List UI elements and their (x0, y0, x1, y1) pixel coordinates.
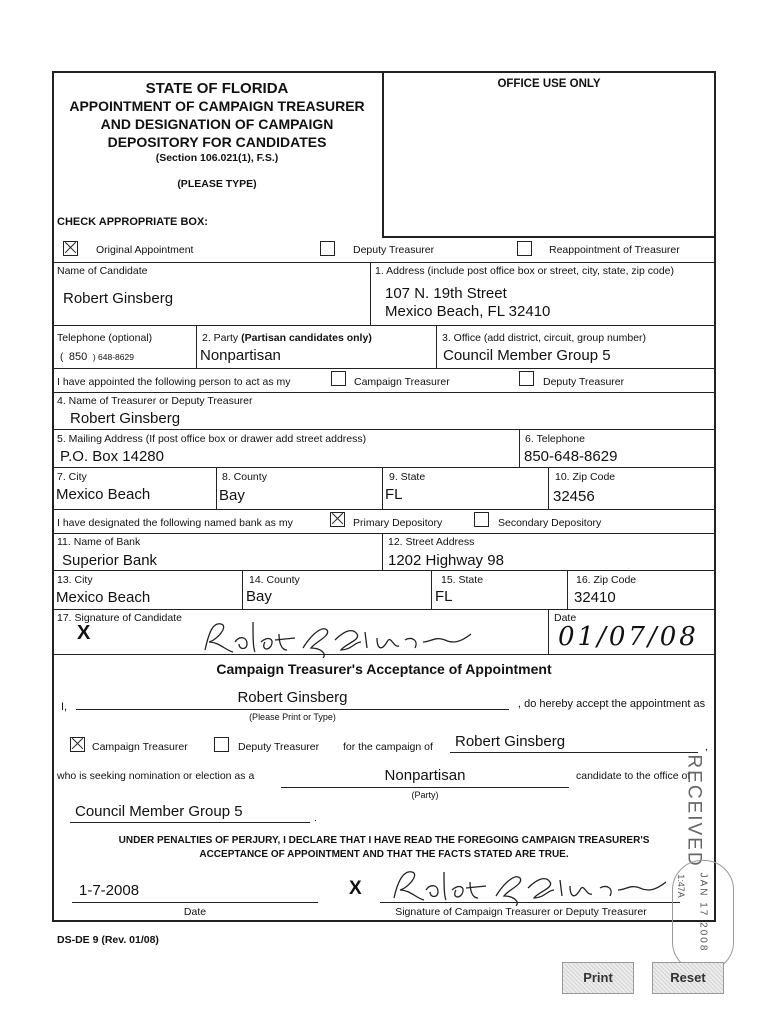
treasurer-city-label: 7. City (57, 471, 87, 483)
divider (53, 368, 715, 369)
secondary-depository-checkbox[interactable] (474, 512, 489, 527)
bank-county-label: 14. County (249, 574, 300, 586)
treasurer-city[interactable]: Mexico Beach (56, 486, 151, 503)
candidate-signature-label: 17. Signature of Candidate (57, 612, 182, 624)
acceptance-name-line (76, 709, 509, 710)
treasurer-zip[interactable]: 32456 (553, 488, 595, 505)
deputy-treasurer-checkbox[interactable] (320, 241, 335, 256)
treasurer-signature-label: Signature of Campaign Treasurer or Deputy Treasurer (395, 906, 647, 918)
party-label-text: 2. Party (202, 332, 242, 344)
statute-reference: (Section 106.021(1), F.S.) (155, 152, 279, 164)
treasurer-campaign-label: Campaign Treasurer (354, 376, 450, 388)
campaign-of-line (450, 752, 698, 753)
acceptance-x-mark: X (349, 878, 362, 899)
treasurer-signature-line (380, 902, 680, 903)
form-title-line2: AND DESIGNATION OF CAMPAIGN (100, 116, 334, 132)
form-title-line3: DEPOSITORY FOR CANDIDATES (107, 134, 327, 150)
bank-street-label: 12. Street Address (388, 536, 475, 548)
bank-name-label: 11. Name of Bank (57, 536, 141, 548)
stamp-date-text: JAN 17 2008 (697, 872, 709, 953)
treasurer-county[interactable]: Bay (219, 487, 245, 504)
deputy-treasurer-label: Deputy Treasurer (353, 244, 435, 256)
reappointment-checkbox[interactable] (517, 241, 532, 256)
original-appointment-checkbox[interactable] (63, 241, 78, 256)
treasurer-name-label: 4. Name of Treasurer or Deputy Treasurer (57, 395, 253, 407)
bank-state-label: 15. State (441, 574, 484, 586)
divider (242, 570, 243, 609)
phone-number: ) 648-8629 (92, 352, 134, 362)
bank-city-label: 13. City (57, 574, 93, 586)
designated-text: I have designated the following named bank as my (57, 517, 293, 529)
treasurer-name[interactable]: Robert Ginsberg (70, 410, 181, 427)
candidate-name-label: Name of Candidate (57, 265, 148, 277)
bank-zip[interactable]: 32410 (574, 589, 616, 606)
candidate-office[interactable]: Council Member Group 5 (443, 347, 611, 364)
acceptance-deputy-checkbox[interactable] (214, 737, 229, 752)
party-hint: (Party) (411, 790, 439, 800)
office-line (70, 822, 310, 823)
acceptance-accept-text: , do hereby accept the appointment as (518, 698, 706, 710)
divider (370, 262, 371, 325)
divider (53, 509, 715, 510)
divider (382, 533, 383, 570)
acceptance-print-hint: (Please Print or Type) (249, 712, 336, 722)
acceptance-deputy-label: Deputy Treasurer (238, 741, 320, 753)
signature-x-mark: X (77, 622, 91, 644)
office-use-label: OFFICE USE ONLY (497, 78, 601, 90)
divider (382, 467, 383, 509)
divider (431, 570, 432, 609)
check-box-heading: CHECK APPROPRIATE BOX: (57, 216, 208, 228)
treasurer-signature (378, 864, 678, 906)
stamp-time-text: 1:47A (676, 874, 686, 898)
candidate-party-label (202, 332, 372, 344)
divider (548, 609, 549, 654)
reappointment-label: Reappointment of Treasurer (549, 244, 680, 256)
campaign-of-comma: , (705, 741, 708, 753)
acceptance-i-label: I, (61, 701, 68, 713)
treasurer-zip-label: 10. Zip Code (555, 471, 616, 483)
divider (53, 429, 715, 430)
divider (548, 467, 549, 509)
bank-street[interactable]: 1202 Highway 98 (388, 552, 504, 569)
form-title-line1: APPOINTMENT OF CAMPAIGN TREASURER (69, 98, 365, 114)
party-line (281, 787, 569, 788)
secondary-depository-label: Secondary Depository (498, 517, 602, 529)
divider (53, 654, 715, 655)
original-appointment-label: Original Appointment (96, 244, 194, 256)
bank-name[interactable]: Superior Bank (62, 552, 158, 569)
office-period: . (314, 812, 317, 824)
candidate-name[interactable]: Robert Ginsberg (63, 290, 174, 307)
mailing-address-label: 5. Mailing Address (If post office box or drawer add street address) (57, 433, 367, 445)
treasurer-state-label: 9. State (389, 471, 426, 483)
candidate-party[interactable]: Nonpartisan (200, 347, 281, 364)
divider (567, 570, 568, 609)
seeking-text: who is seeking nomination or election as a (57, 770, 255, 782)
divider (53, 570, 715, 571)
bank-zip-label: 16. Zip Code (576, 574, 637, 586)
treasurer-deputy-checkbox[interactable] (519, 371, 534, 386)
form-id: DS-DE 9 (Rev. 01/08) (57, 934, 159, 946)
divider (436, 325, 437, 368)
campaign-of-name[interactable]: Robert Ginsberg (455, 733, 566, 750)
candidate-address-label: 1. Address (include post office box or street, city, state, zip code) (375, 265, 675, 277)
bank-state[interactable]: FL (435, 588, 453, 605)
treasurer-phone[interactable]: 850-648-8629 (524, 448, 618, 465)
party-label-bold: (Partisan candidates only) (241, 332, 372, 344)
primary-depository-checkbox[interactable] (330, 512, 345, 527)
divider (53, 533, 715, 534)
treasurer-state[interactable]: FL (385, 486, 403, 503)
phone-area-code: 850 (68, 351, 88, 363)
please-type-note: (PLEASE TYPE) (177, 178, 257, 190)
treasurer-county-label: 8. County (222, 471, 267, 483)
print-button[interactable]: Print (562, 962, 634, 994)
for-campaign-label: for the campaign of (343, 741, 433, 753)
acceptance-campaign-label: Campaign Treasurer (92, 741, 188, 753)
appointed-text: I have appointed the following person to act as my (57, 376, 291, 388)
treasurer-phone-label: 6. Telephone (525, 433, 585, 445)
divider (216, 467, 217, 509)
candidate-office-label: 3. Office (add district, circuit, group number) (442, 332, 647, 344)
candidate-phone-label: Telephone (optional) (57, 332, 153, 344)
divider (53, 262, 715, 263)
treasurer-deputy-label: Deputy Treasurer (543, 376, 625, 388)
candidate-address-line2[interactable]: Mexico Beach, FL 32410 (385, 303, 551, 320)
acceptance-office[interactable]: Council Member Group 5 (75, 803, 243, 820)
office-use-box (382, 71, 716, 238)
acceptance-party[interactable]: Nonpartisan (384, 767, 466, 784)
perjury-line2: ACCEPTANCE OF APPOINTMENT AND THAT THE FACTS STATED ARE TRUE. (199, 849, 569, 860)
acceptance-campaign-checkbox[interactable] (70, 737, 85, 752)
bank-city[interactable]: Mexico Beach (56, 589, 151, 606)
candidate-phone[interactable] (60, 351, 134, 363)
divider (53, 609, 715, 610)
treasurer-campaign-checkbox[interactable] (331, 371, 346, 386)
candidate-date-handwritten: 01/07/08 (558, 622, 699, 652)
phone-open-paren: ( (60, 352, 64, 363)
acceptance-date-line (72, 902, 318, 903)
received-date-stamp (672, 860, 734, 972)
divider (53, 467, 715, 468)
acceptance-date[interactable]: 1-7-2008 (79, 882, 140, 899)
candidate-date-label: Date (554, 612, 577, 624)
acceptance-name[interactable]: Robert Ginsberg (237, 689, 348, 706)
received-stamp: RECEIVED (683, 754, 705, 868)
primary-depository-label: Primary Depository (353, 517, 443, 529)
divider (53, 325, 715, 326)
mailing-address[interactable]: P.O. Box 14280 (60, 448, 164, 465)
divider (196, 325, 197, 368)
reset-button[interactable]: Reset (652, 962, 724, 994)
state-title: STATE OF FLORIDA (145, 80, 289, 97)
candidate-address-line1[interactable]: 107 N. 19th Street (385, 285, 507, 302)
bank-county[interactable]: Bay (246, 588, 272, 605)
acceptance-heading: Campaign Treasurer's Acceptance of Appointment (216, 661, 552, 677)
divider (519, 429, 520, 467)
acceptance-date-label: Date (183, 906, 207, 918)
divider (53, 392, 715, 393)
candidate-signature (195, 612, 535, 658)
perjury-line1: UNDER PENALTIES OF PERJURY, I DECLARE THAT I HAVE READ THE FOREGOING CAMPAIGN TREASURER'S (118, 835, 650, 846)
candidate-office-text: candidate to the office of (576, 770, 691, 782)
